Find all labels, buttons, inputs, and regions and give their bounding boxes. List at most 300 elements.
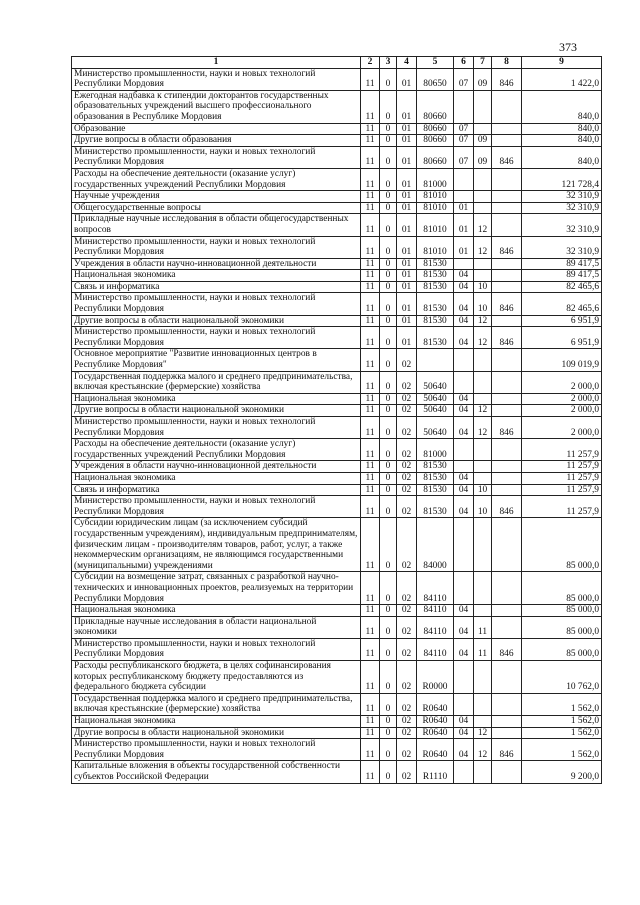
row-code-3: 0 xyxy=(380,236,397,258)
row-name: Субсидии на возмещение затрат, связанных с разработкой научно-технических и инновационных проектов, реализуемых на территории Республики Мордовия xyxy=(72,572,361,605)
row-code-3: 0 xyxy=(380,405,397,417)
row-code-8 xyxy=(492,270,522,282)
row-amount: 32 310,9 xyxy=(522,214,602,236)
row-code-3: 0 xyxy=(380,135,397,147)
row-code-4: 02 xyxy=(397,349,417,371)
row-code-6 xyxy=(454,90,474,123)
row-code-8: 846 xyxy=(492,236,522,258)
row-code-2: 11 xyxy=(361,693,380,715)
row-code-4: 01 xyxy=(397,135,417,147)
row-code-3: 0 xyxy=(380,191,397,203)
row-code-4: 02 xyxy=(397,572,417,605)
row-name: Государственная поддержка малого и среднего предпринимательства, включая крестьянские (фермерские) хозяйства xyxy=(72,693,361,715)
row-code-4: 01 xyxy=(397,146,417,168)
table-row xyxy=(72,90,602,123)
row-code-4: 02 xyxy=(397,496,417,518)
row-code-8 xyxy=(492,214,522,236)
row-code-5: 80660 xyxy=(417,135,454,147)
row-amount: 2 000,0 xyxy=(522,393,602,405)
row-code-4: 01 xyxy=(397,315,417,327)
row-code-6 xyxy=(454,349,474,371)
row-code-3: 0 xyxy=(380,739,397,761)
row-code-5: 84000 xyxy=(417,518,454,572)
row-code-7 xyxy=(474,472,492,484)
row-code-4: 02 xyxy=(397,716,417,728)
row-code-3: 0 xyxy=(380,270,397,282)
row-code-7: 12 xyxy=(474,417,492,439)
row-code-3: 0 xyxy=(380,638,397,660)
row-code-4: 01 xyxy=(397,281,417,293)
table-row xyxy=(72,461,602,473)
row-code-6: 04 xyxy=(454,315,474,327)
table-row xyxy=(72,472,602,484)
row-code-6: 04 xyxy=(454,727,474,739)
row-code-2: 11 xyxy=(361,716,380,728)
row-code-2: 11 xyxy=(361,315,380,327)
row-code-7 xyxy=(474,202,492,214)
row-code-3: 0 xyxy=(380,393,397,405)
row-code-4: 02 xyxy=(397,439,417,461)
table-row xyxy=(72,135,602,147)
row-code-6 xyxy=(454,371,474,393)
row-code-5: 81530 xyxy=(417,496,454,518)
row-code-3: 0 xyxy=(380,727,397,739)
row-name: Капитальные вложения в объекты государственной собственности субъектов Российской Федерации xyxy=(72,761,361,783)
row-amount: 9 200,0 xyxy=(522,761,602,783)
row-code-4: 02 xyxy=(397,484,417,496)
row-code-4: 01 xyxy=(397,214,417,236)
row-code-8 xyxy=(492,605,522,617)
row-code-3: 0 xyxy=(380,518,397,572)
row-name: Учреждения в области научно-инновационной деятельности xyxy=(72,461,361,473)
table-row xyxy=(72,693,602,715)
row-amount: 6 951,9 xyxy=(522,327,602,349)
table-row xyxy=(72,146,602,168)
row-amount: 11 257,9 xyxy=(522,461,602,473)
row-code-6 xyxy=(454,761,474,783)
row-code-2: 11 xyxy=(361,616,380,638)
row-code-2: 11 xyxy=(361,461,380,473)
row-code-3: 0 xyxy=(380,572,397,605)
row-code-6 xyxy=(454,661,474,694)
row-code-5: 84110 xyxy=(417,616,454,638)
row-code-4: 02 xyxy=(397,616,417,638)
row-code-2: 11 xyxy=(361,293,380,315)
row-code-5: 81530 xyxy=(417,293,454,315)
row-code-5: 81530 xyxy=(417,258,454,270)
row-name: Другие вопросы в области национальной экономики xyxy=(72,405,361,417)
row-code-3: 0 xyxy=(380,214,397,236)
row-code-5: R0000 xyxy=(417,661,454,694)
row-amount: 840,0 xyxy=(522,135,602,147)
row-code-8: 846 xyxy=(492,417,522,439)
header-col-4: 4 xyxy=(397,57,417,69)
row-code-6: 04 xyxy=(454,484,474,496)
row-code-5: 81010 xyxy=(417,191,454,203)
row-amount: 121 728,4 xyxy=(522,168,602,190)
row-code-8: 846 xyxy=(492,739,522,761)
row-code-5: R0640 xyxy=(417,693,454,715)
row-amount: 11 257,9 xyxy=(522,484,602,496)
row-code-3: 0 xyxy=(380,90,397,123)
row-name: Национальная экономика xyxy=(72,270,361,282)
row-code-5: 84110 xyxy=(417,638,454,660)
row-code-8 xyxy=(492,439,522,461)
row-amount: 1 422,0 xyxy=(522,68,602,90)
row-code-7 xyxy=(474,393,492,405)
row-code-2: 11 xyxy=(361,327,380,349)
row-code-2: 11 xyxy=(361,439,380,461)
table-header-row xyxy=(72,57,602,69)
row-code-2: 11 xyxy=(361,168,380,190)
header-col-5: 5 xyxy=(417,57,454,69)
row-code-8 xyxy=(492,202,522,214)
row-code-6 xyxy=(454,518,474,572)
row-code-3: 0 xyxy=(380,371,397,393)
row-code-8 xyxy=(492,90,522,123)
row-code-8 xyxy=(492,135,522,147)
header-col-8: 8 xyxy=(492,57,522,69)
table-row xyxy=(72,739,602,761)
row-code-5: 80660 xyxy=(417,146,454,168)
row-name: Министерство промышленности, науки и новых технологий Республики Мордовия xyxy=(72,293,361,315)
row-amount: 11 257,9 xyxy=(522,496,602,518)
row-code-5: 81010 xyxy=(417,202,454,214)
row-amount: 1 562,0 xyxy=(522,693,602,715)
table-row xyxy=(72,327,602,349)
row-code-7 xyxy=(474,123,492,135)
row-code-8 xyxy=(492,349,522,371)
table-row xyxy=(72,605,602,617)
row-code-4: 01 xyxy=(397,202,417,214)
row-amount: 89 417,5 xyxy=(522,258,602,270)
row-code-6: 04 xyxy=(454,393,474,405)
row-code-4: 02 xyxy=(397,472,417,484)
row-code-3: 0 xyxy=(380,461,397,473)
row-code-7 xyxy=(474,661,492,694)
row-code-5: 80660 xyxy=(417,90,454,123)
row-code-8 xyxy=(492,518,522,572)
row-name: Основное мероприятие "Развитие инновационных центров в Республике Мордовия" xyxy=(72,349,361,371)
row-code-2: 11 xyxy=(361,270,380,282)
row-code-2: 11 xyxy=(361,191,380,203)
row-code-7 xyxy=(474,349,492,371)
table-row xyxy=(72,638,602,660)
row-name: Министерство промышленности, науки и новых технологий Республики Мордовия xyxy=(72,739,361,761)
row-code-6: 07 xyxy=(454,123,474,135)
row-code-3: 0 xyxy=(380,146,397,168)
row-code-6: 04 xyxy=(454,605,474,617)
table-row xyxy=(72,716,602,728)
row-code-2: 11 xyxy=(361,739,380,761)
row-code-3: 0 xyxy=(380,605,397,617)
row-code-5: 81530 xyxy=(417,327,454,349)
row-code-5: 81000 xyxy=(417,439,454,461)
row-code-8 xyxy=(492,191,522,203)
row-code-6: 01 xyxy=(454,236,474,258)
row-code-4: 01 xyxy=(397,68,417,90)
row-amount: 840,0 xyxy=(522,90,602,123)
row-amount: 85 000,0 xyxy=(522,616,602,638)
row-name: Учреждения в области научно-инновационной деятельности xyxy=(72,258,361,270)
row-code-6 xyxy=(454,439,474,461)
row-name: Министерство промышленности, науки и новых технологий Республики Мордовия xyxy=(72,327,361,349)
row-amount: 82 465,6 xyxy=(522,281,602,293)
row-code-7 xyxy=(474,90,492,123)
table-row xyxy=(72,258,602,270)
row-code-8 xyxy=(492,484,522,496)
row-code-2: 11 xyxy=(361,214,380,236)
row-code-7: 11 xyxy=(474,638,492,660)
row-amount: 11 257,9 xyxy=(522,439,602,461)
row-code-7 xyxy=(474,461,492,473)
row-code-2: 11 xyxy=(361,405,380,417)
table-row xyxy=(72,281,602,293)
row-code-7 xyxy=(474,168,492,190)
row-code-5: R0640 xyxy=(417,739,454,761)
table-body xyxy=(72,68,602,783)
row-code-5: R1110 xyxy=(417,761,454,783)
row-code-4: 02 xyxy=(397,371,417,393)
row-code-3: 0 xyxy=(380,616,397,638)
row-name: Расходы республиканского бюджета, в целях софинансирования которых республиканскому бюджету предоставляются из федерального бюджета субсидии xyxy=(72,661,361,694)
row-code-6 xyxy=(454,693,474,715)
row-code-8 xyxy=(492,461,522,473)
row-name: Министерство промышленности, науки и новых технологий Республики Мордовия xyxy=(72,236,361,258)
table-row xyxy=(72,293,602,315)
row-code-6: 04 xyxy=(454,716,474,728)
row-code-5: R0640 xyxy=(417,716,454,728)
row-code-8 xyxy=(492,472,522,484)
header-col-9: 9 xyxy=(522,57,602,69)
row-name: Национальная экономика xyxy=(72,716,361,728)
row-name: Другие вопросы в области национальной экономики xyxy=(72,315,361,327)
row-name: Ежегодная надбавка к стипендии докторантов государственных образовательных учреждений высшего профессионального образования в Республике Мордовия xyxy=(72,90,361,123)
row-code-8 xyxy=(492,716,522,728)
table-row xyxy=(72,214,602,236)
row-code-8 xyxy=(492,616,522,638)
row-code-6: 07 xyxy=(454,135,474,147)
row-amount: 2 000,0 xyxy=(522,371,602,393)
row-code-6 xyxy=(454,461,474,473)
row-code-3: 0 xyxy=(380,484,397,496)
row-amount: 85 000,0 xyxy=(522,605,602,617)
row-code-3: 0 xyxy=(380,315,397,327)
row-code-5: 80650 xyxy=(417,68,454,90)
table-row xyxy=(72,572,602,605)
row-code-4: 01 xyxy=(397,123,417,135)
row-code-3: 0 xyxy=(380,761,397,783)
row-amount: 32 310,9 xyxy=(522,202,602,214)
row-code-2: 11 xyxy=(361,484,380,496)
row-amount: 109 019,9 xyxy=(522,349,602,371)
row-code-5: 81530 xyxy=(417,270,454,282)
row-name: Расходы на обеспечение деятельности (оказание услуг) государственных учреждений Республики Мордовия xyxy=(72,168,361,190)
row-code-3: 0 xyxy=(380,349,397,371)
row-code-4: 02 xyxy=(397,739,417,761)
row-code-6: 04 xyxy=(454,638,474,660)
row-amount: 85 000,0 xyxy=(522,638,602,660)
row-code-7 xyxy=(474,439,492,461)
row-code-6: 04 xyxy=(454,472,474,484)
row-name: Расходы на обеспечение деятельности (оказание услуг) государственных учреждений Республики Мордовия xyxy=(72,439,361,461)
header-col-3: 3 xyxy=(380,57,397,69)
row-code-2: 11 xyxy=(361,68,380,90)
row-code-3: 0 xyxy=(380,202,397,214)
row-code-6: 07 xyxy=(454,68,474,90)
row-code-2: 11 xyxy=(361,349,380,371)
row-code-8: 846 xyxy=(492,146,522,168)
header-col-6: 6 xyxy=(454,57,474,69)
row-name: Национальная экономика xyxy=(72,472,361,484)
table-row xyxy=(72,484,602,496)
row-code-7: 10 xyxy=(474,281,492,293)
row-code-7: 09 xyxy=(474,146,492,168)
row-amount: 840,0 xyxy=(522,123,602,135)
row-code-2: 11 xyxy=(361,371,380,393)
row-code-8 xyxy=(492,371,522,393)
row-code-3: 0 xyxy=(380,168,397,190)
row-name: Министерство промышленности, науки и новых технологий Республики Мордовия xyxy=(72,146,361,168)
row-amount: 85 000,0 xyxy=(522,518,602,572)
table-row xyxy=(72,661,602,694)
table-row xyxy=(72,168,602,190)
row-code-3: 0 xyxy=(380,716,397,728)
row-code-5: 81530 xyxy=(417,484,454,496)
row-code-5: 50640 xyxy=(417,393,454,405)
row-code-4: 02 xyxy=(397,761,417,783)
row-code-5: 50640 xyxy=(417,417,454,439)
row-amount: 32 310,9 xyxy=(522,191,602,203)
row-code-7 xyxy=(474,572,492,605)
row-amount: 6 951,9 xyxy=(522,315,602,327)
row-code-6: 04 xyxy=(454,270,474,282)
row-code-4: 02 xyxy=(397,417,417,439)
row-amount: 85 000,0 xyxy=(522,572,602,605)
row-name: Прикладные научные исследования в области общегосударственных вопросов xyxy=(72,214,361,236)
row-code-5: 84110 xyxy=(417,605,454,617)
row-code-5: 81530 xyxy=(417,472,454,484)
row-code-4: 02 xyxy=(397,638,417,660)
row-code-3: 0 xyxy=(380,496,397,518)
row-code-5: 81530 xyxy=(417,461,454,473)
row-code-3: 0 xyxy=(380,258,397,270)
row-code-2: 11 xyxy=(361,417,380,439)
row-code-8: 846 xyxy=(492,638,522,660)
row-code-2: 11 xyxy=(361,472,380,484)
table-row xyxy=(72,202,602,214)
row-code-8 xyxy=(492,258,522,270)
row-code-7: 09 xyxy=(474,135,492,147)
row-name: Связь и информатика xyxy=(72,281,361,293)
row-code-2: 11 xyxy=(361,236,380,258)
row-amount: 1 562,0 xyxy=(522,727,602,739)
row-code-8 xyxy=(492,572,522,605)
row-code-6: 01 xyxy=(454,214,474,236)
row-amount: 32 310,9 xyxy=(522,236,602,258)
row-code-6: 04 xyxy=(454,739,474,761)
page-number: 373 xyxy=(559,40,577,54)
row-code-7 xyxy=(474,371,492,393)
row-code-7: 10 xyxy=(474,484,492,496)
row-name: Связь и информатика xyxy=(72,484,361,496)
row-code-6: 04 xyxy=(454,293,474,315)
table-row xyxy=(72,405,602,417)
row-code-4: 02 xyxy=(397,661,417,694)
row-name: Государственная поддержка малого и среднего предпринимательства, включая крестьянские (фермерские) хозяйства xyxy=(72,371,361,393)
row-code-2: 11 xyxy=(361,572,380,605)
row-code-4: 01 xyxy=(397,293,417,315)
row-code-8: 846 xyxy=(492,496,522,518)
row-code-4: 02 xyxy=(397,405,417,417)
row-code-4: 01 xyxy=(397,191,417,203)
table-row xyxy=(72,236,602,258)
row-name: Образование xyxy=(72,123,361,135)
row-code-3: 0 xyxy=(380,439,397,461)
row-code-7 xyxy=(474,191,492,203)
row-code-7: 10 xyxy=(474,293,492,315)
row-amount: 2 000,0 xyxy=(522,405,602,417)
row-code-7: 10 xyxy=(474,496,492,518)
table-row xyxy=(72,371,602,393)
row-code-6: 04 xyxy=(454,616,474,638)
row-amount: 2 000,0 xyxy=(522,417,602,439)
row-name: Министерство промышленности, науки и новых технологий Республики Мордовия xyxy=(72,417,361,439)
row-code-6: 01 xyxy=(454,202,474,214)
table-row xyxy=(72,439,602,461)
header-col-2: 2 xyxy=(361,57,380,69)
row-code-2: 11 xyxy=(361,638,380,660)
row-amount: 82 465,6 xyxy=(522,293,602,315)
row-amount: 1 562,0 xyxy=(522,716,602,728)
row-code-5: 84110 xyxy=(417,572,454,605)
table-row xyxy=(72,518,602,572)
table-row xyxy=(72,727,602,739)
row-code-4: 01 xyxy=(397,90,417,123)
row-code-7: 12 xyxy=(474,727,492,739)
row-code-4: 02 xyxy=(397,693,417,715)
row-code-8: 846 xyxy=(492,293,522,315)
row-code-3: 0 xyxy=(380,68,397,90)
table-row xyxy=(72,68,602,90)
row-code-8 xyxy=(492,727,522,739)
row-code-3: 0 xyxy=(380,472,397,484)
row-code-8: 846 xyxy=(492,327,522,349)
row-code-7: 11 xyxy=(474,616,492,638)
row-code-4: 02 xyxy=(397,393,417,405)
row-code-6 xyxy=(454,191,474,203)
row-amount: 89 417,5 xyxy=(522,270,602,282)
row-name: Прикладные научные исследования в области национальной экономики xyxy=(72,616,361,638)
row-code-6: 07 xyxy=(454,146,474,168)
row-code-8 xyxy=(492,405,522,417)
row-code-2: 11 xyxy=(361,281,380,293)
row-code-2: 11 xyxy=(361,661,380,694)
row-code-3: 0 xyxy=(380,123,397,135)
table-row xyxy=(72,417,602,439)
row-code-5: 81000 xyxy=(417,168,454,190)
row-code-6: 04 xyxy=(454,281,474,293)
row-code-8: 846 xyxy=(492,68,522,90)
row-code-2: 11 xyxy=(361,393,380,405)
row-amount: 840,0 xyxy=(522,146,602,168)
row-code-6: 04 xyxy=(454,417,474,439)
header-col-7: 7 xyxy=(474,57,492,69)
row-code-7: 12 xyxy=(474,236,492,258)
row-code-4: 01 xyxy=(397,258,417,270)
row-code-2: 11 xyxy=(361,761,380,783)
header-col-1: 1 xyxy=(72,57,361,69)
